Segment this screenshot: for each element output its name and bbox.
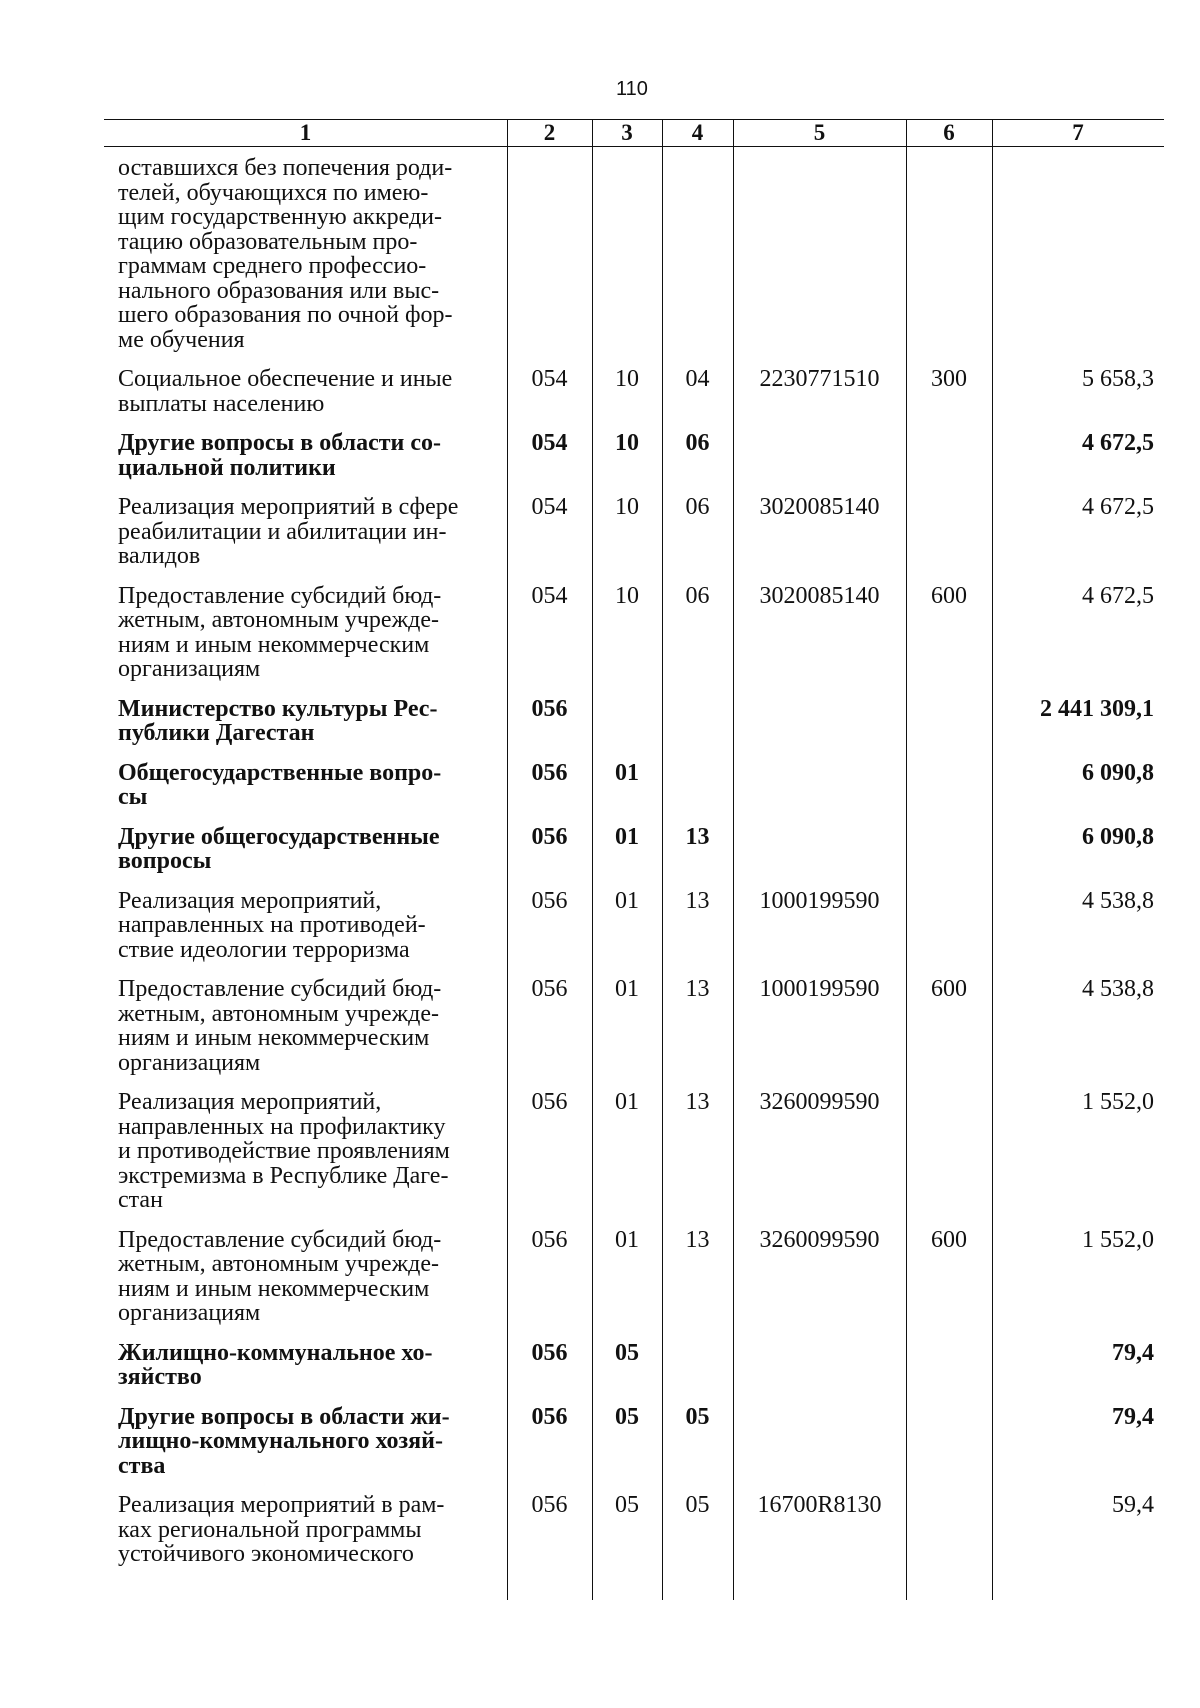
cell-code-3: 01 — [615, 1226, 639, 1253]
cell-code-3: 05 — [615, 1403, 639, 1430]
cell-name — [104, 569, 507, 682]
budget-table — [104, 120, 1164, 1567]
cell-name — [104, 1478, 507, 1567]
cell-amount: 4 538,8 — [1082, 887, 1154, 914]
cell-code-6 — [906, 746, 992, 810]
cell-code-4: 13 — [685, 887, 710, 914]
table-row — [104, 962, 1164, 1075]
cell-name — [104, 746, 507, 810]
cell-code-4: 13 — [685, 976, 710, 1002]
cell-code-3: 10 — [615, 494, 639, 520]
cell-code-4: 04 — [685, 366, 710, 392]
table-row — [104, 1213, 1164, 1326]
cell-code-4: 13 — [685, 823, 710, 850]
cell-code-4: 13 — [685, 1226, 710, 1253]
cell-code-2: 056 — [531, 1339, 568, 1366]
column-header: 7 — [1072, 120, 1084, 145]
cell-amount: 5 658,3 — [1082, 366, 1154, 392]
cell-code-2: 056 — [531, 887, 568, 914]
cell-name — [104, 416, 507, 480]
cell-code-2: 056 — [531, 1089, 568, 1115]
cell-code-5: 3020085140 — [759, 582, 880, 609]
cell-code-3: 05 — [615, 1339, 639, 1366]
cell-name-text: Другие вопросы в области жи- лищно-коммунального хозяй- ства — [118, 1403, 450, 1479]
cell-code-4 — [662, 146, 733, 352]
cell-name-text: оставшихся без попечения роди- телей, обучающихся по имею- щим государственную аккреди- тацию образовательным про- граммам среднего профессио- нального образования или выс- шего образования по очной фор- ме обучения — [118, 155, 453, 353]
cell-code-5: 3260099590 — [759, 1089, 880, 1115]
cell-code-3 — [592, 146, 662, 352]
cell-name — [104, 480, 507, 569]
cell-name — [104, 146, 507, 352]
cell-code-2: 056 — [531, 976, 568, 1002]
cell-code-6 — [906, 1326, 992, 1390]
cell-name-text: Реализация мероприятий, направленных на противодей- ствие идеологии терроризма — [118, 887, 426, 963]
cell-code-6 — [906, 810, 992, 874]
cell-code-4: 05 — [685, 1492, 710, 1518]
cell-name-text: Реализация мероприятий, направленных на профилактику и противодействие проявлениям экстремизма в Республике Даге- стан — [118, 1089, 450, 1213]
cell-code-6 — [906, 682, 992, 746]
table-row — [104, 146, 1164, 352]
cell-name-text: Жилищно-коммунальное хо- зяйство — [118, 1339, 433, 1390]
cell-name-text: Другие общегосударственные вопросы — [118, 823, 440, 874]
cell-amount: 79,4 — [1112, 1403, 1154, 1430]
cell-code-5: 1000199590 — [759, 887, 880, 914]
cell-code-3: 01 — [615, 1089, 639, 1115]
table-row — [104, 874, 1164, 963]
cell-amount: 6 090,8 — [1082, 759, 1154, 786]
cell-code-4: 13 — [685, 1089, 710, 1115]
cell-code-3: 10 — [615, 430, 639, 456]
cell-code-6: 600 — [931, 582, 967, 609]
table-row — [104, 416, 1164, 480]
cell-amount: 4 672,5 — [1082, 582, 1154, 609]
column-header: 4 — [691, 120, 704, 145]
cell-name-text: Другие вопросы в области со- циальной политики — [118, 430, 442, 481]
cell-code-5: 1000199590 — [759, 976, 880, 1002]
cell-code-4 — [662, 1326, 733, 1390]
column-header: 2 — [543, 120, 556, 145]
cell-name — [104, 874, 507, 963]
table-row — [104, 569, 1164, 682]
cell-code-5 — [733, 682, 906, 746]
cell-name-text: Предоставление субсидий бюд- жетным, автономным учрежде- ниям и иным некоммерческим организациям — [118, 976, 442, 1076]
cell-code-2: 054 — [531, 366, 568, 392]
cell-code-6: 600 — [931, 976, 967, 1002]
cell-code-6: 300 — [931, 366, 967, 392]
cell-name — [104, 1075, 507, 1213]
table-row — [104, 352, 1164, 416]
cell-code-2: 056 — [531, 1403, 568, 1430]
cell-name-text: Общегосударственные вопро- сы — [118, 759, 442, 810]
table-row — [104, 810, 1164, 874]
cell-code-4 — [662, 682, 733, 746]
cell-code-5 — [733, 146, 906, 352]
table-row — [104, 1390, 1164, 1479]
cell-amount: 4 538,8 — [1082, 976, 1154, 1002]
cell-name — [104, 1326, 507, 1390]
table-row — [104, 682, 1164, 746]
cell-code-2: 056 — [531, 695, 568, 722]
cell-code-5 — [733, 1390, 906, 1479]
cell-code-5: 3260099590 — [759, 1226, 880, 1253]
cell-code-6 — [906, 1478, 992, 1567]
cell-code-3: 10 — [615, 366, 639, 392]
cell-code-2: 054 — [531, 430, 568, 456]
table-row — [104, 1326, 1164, 1390]
cell-amount — [992, 146, 1164, 352]
table-body — [104, 146, 1164, 1567]
cell-name-text: Реализация мероприятий в рам- ках региональной программы устойчивого экономического — [118, 1492, 445, 1567]
cell-code-2: 054 — [531, 582, 568, 609]
cell-code-5: 3020085140 — [759, 494, 880, 520]
cell-code-3: 10 — [615, 582, 639, 609]
cell-code-6 — [906, 1075, 992, 1213]
cell-amount: 59,4 — [1112, 1492, 1154, 1518]
cell-code-3: 01 — [615, 823, 639, 850]
cell-name — [104, 962, 507, 1075]
table-row — [104, 1478, 1164, 1567]
cell-code-2: 056 — [531, 759, 568, 786]
cell-code-3: 01 — [615, 976, 639, 1002]
table-row — [104, 746, 1164, 810]
cell-code-4: 06 — [685, 582, 710, 609]
cell-code-5: 16700R8130 — [757, 1492, 882, 1518]
cell-amount: 1 552,0 — [1082, 1089, 1154, 1115]
cell-amount: 6 090,8 — [1082, 823, 1154, 850]
cell-code-6: 600 — [931, 1226, 967, 1253]
cell-name — [104, 810, 507, 874]
cell-code-2: 056 — [531, 1492, 568, 1518]
cell-code-6 — [906, 1390, 992, 1479]
cell-name — [104, 352, 507, 416]
cell-code-2: 054 — [531, 494, 568, 520]
cell-amount: 2 441 309,1 — [1040, 695, 1154, 722]
cell-code-6 — [906, 480, 992, 569]
cell-name-text: Предоставление субсидий бюд- жетным, автономным учрежде- ниям и иным некоммерческим организациям — [118, 1226, 442, 1326]
cell-code-4: 06 — [685, 494, 710, 520]
cell-name-text: Предоставление субсидий бюд- жетным, автономным учрежде- ниям и иным некоммерческим организациям — [118, 582, 442, 682]
cell-code-3 — [592, 682, 662, 746]
cell-amount: 1 552,0 — [1082, 1226, 1154, 1253]
cell-name — [104, 1213, 507, 1326]
table-row — [104, 1075, 1164, 1213]
cell-code-4 — [662, 746, 733, 810]
page-number: 110 — [616, 78, 648, 100]
cell-code-5 — [733, 416, 906, 480]
column-header: 3 — [621, 120, 633, 145]
cell-code-6 — [906, 874, 992, 963]
cell-amount: 4 672,5 — [1082, 494, 1154, 520]
cell-code-4: 05 — [685, 1403, 710, 1430]
cell-code-5 — [733, 1326, 906, 1390]
table-header-row — [104, 120, 1164, 146]
cell-name-text: Социальное обеспечение и иные выплаты населению — [118, 366, 453, 417]
cell-code-3: 05 — [615, 1492, 639, 1518]
cell-code-3: 01 — [615, 887, 639, 914]
column-header: 6 — [943, 120, 955, 145]
cell-amount: 79,4 — [1112, 1339, 1154, 1366]
cell-code-2: 056 — [531, 823, 568, 850]
table-row — [104, 480, 1164, 569]
cell-code-2 — [507, 146, 592, 352]
cell-amount: 4 672,5 — [1082, 430, 1154, 456]
cell-code-3: 01 — [615, 759, 639, 786]
cell-name — [104, 1390, 507, 1479]
cell-code-6 — [906, 146, 992, 352]
cell-code-4: 06 — [685, 430, 710, 456]
cell-code-5 — [733, 810, 906, 874]
cell-name — [104, 682, 507, 746]
cell-name-text: Министерство культуры Рес- публики Дагестан — [118, 695, 438, 746]
cell-code-2: 056 — [531, 1226, 568, 1253]
cell-code-6 — [906, 416, 992, 480]
cell-name-text: Реализация мероприятий в сфере реабилитации и абилитации ин- валидов — [118, 494, 459, 569]
column-header: 5 — [813, 120, 826, 145]
cell-code-5: 2230771510 — [759, 366, 880, 392]
column-header: 1 — [299, 120, 312, 145]
cell-code-5 — [733, 746, 906, 810]
